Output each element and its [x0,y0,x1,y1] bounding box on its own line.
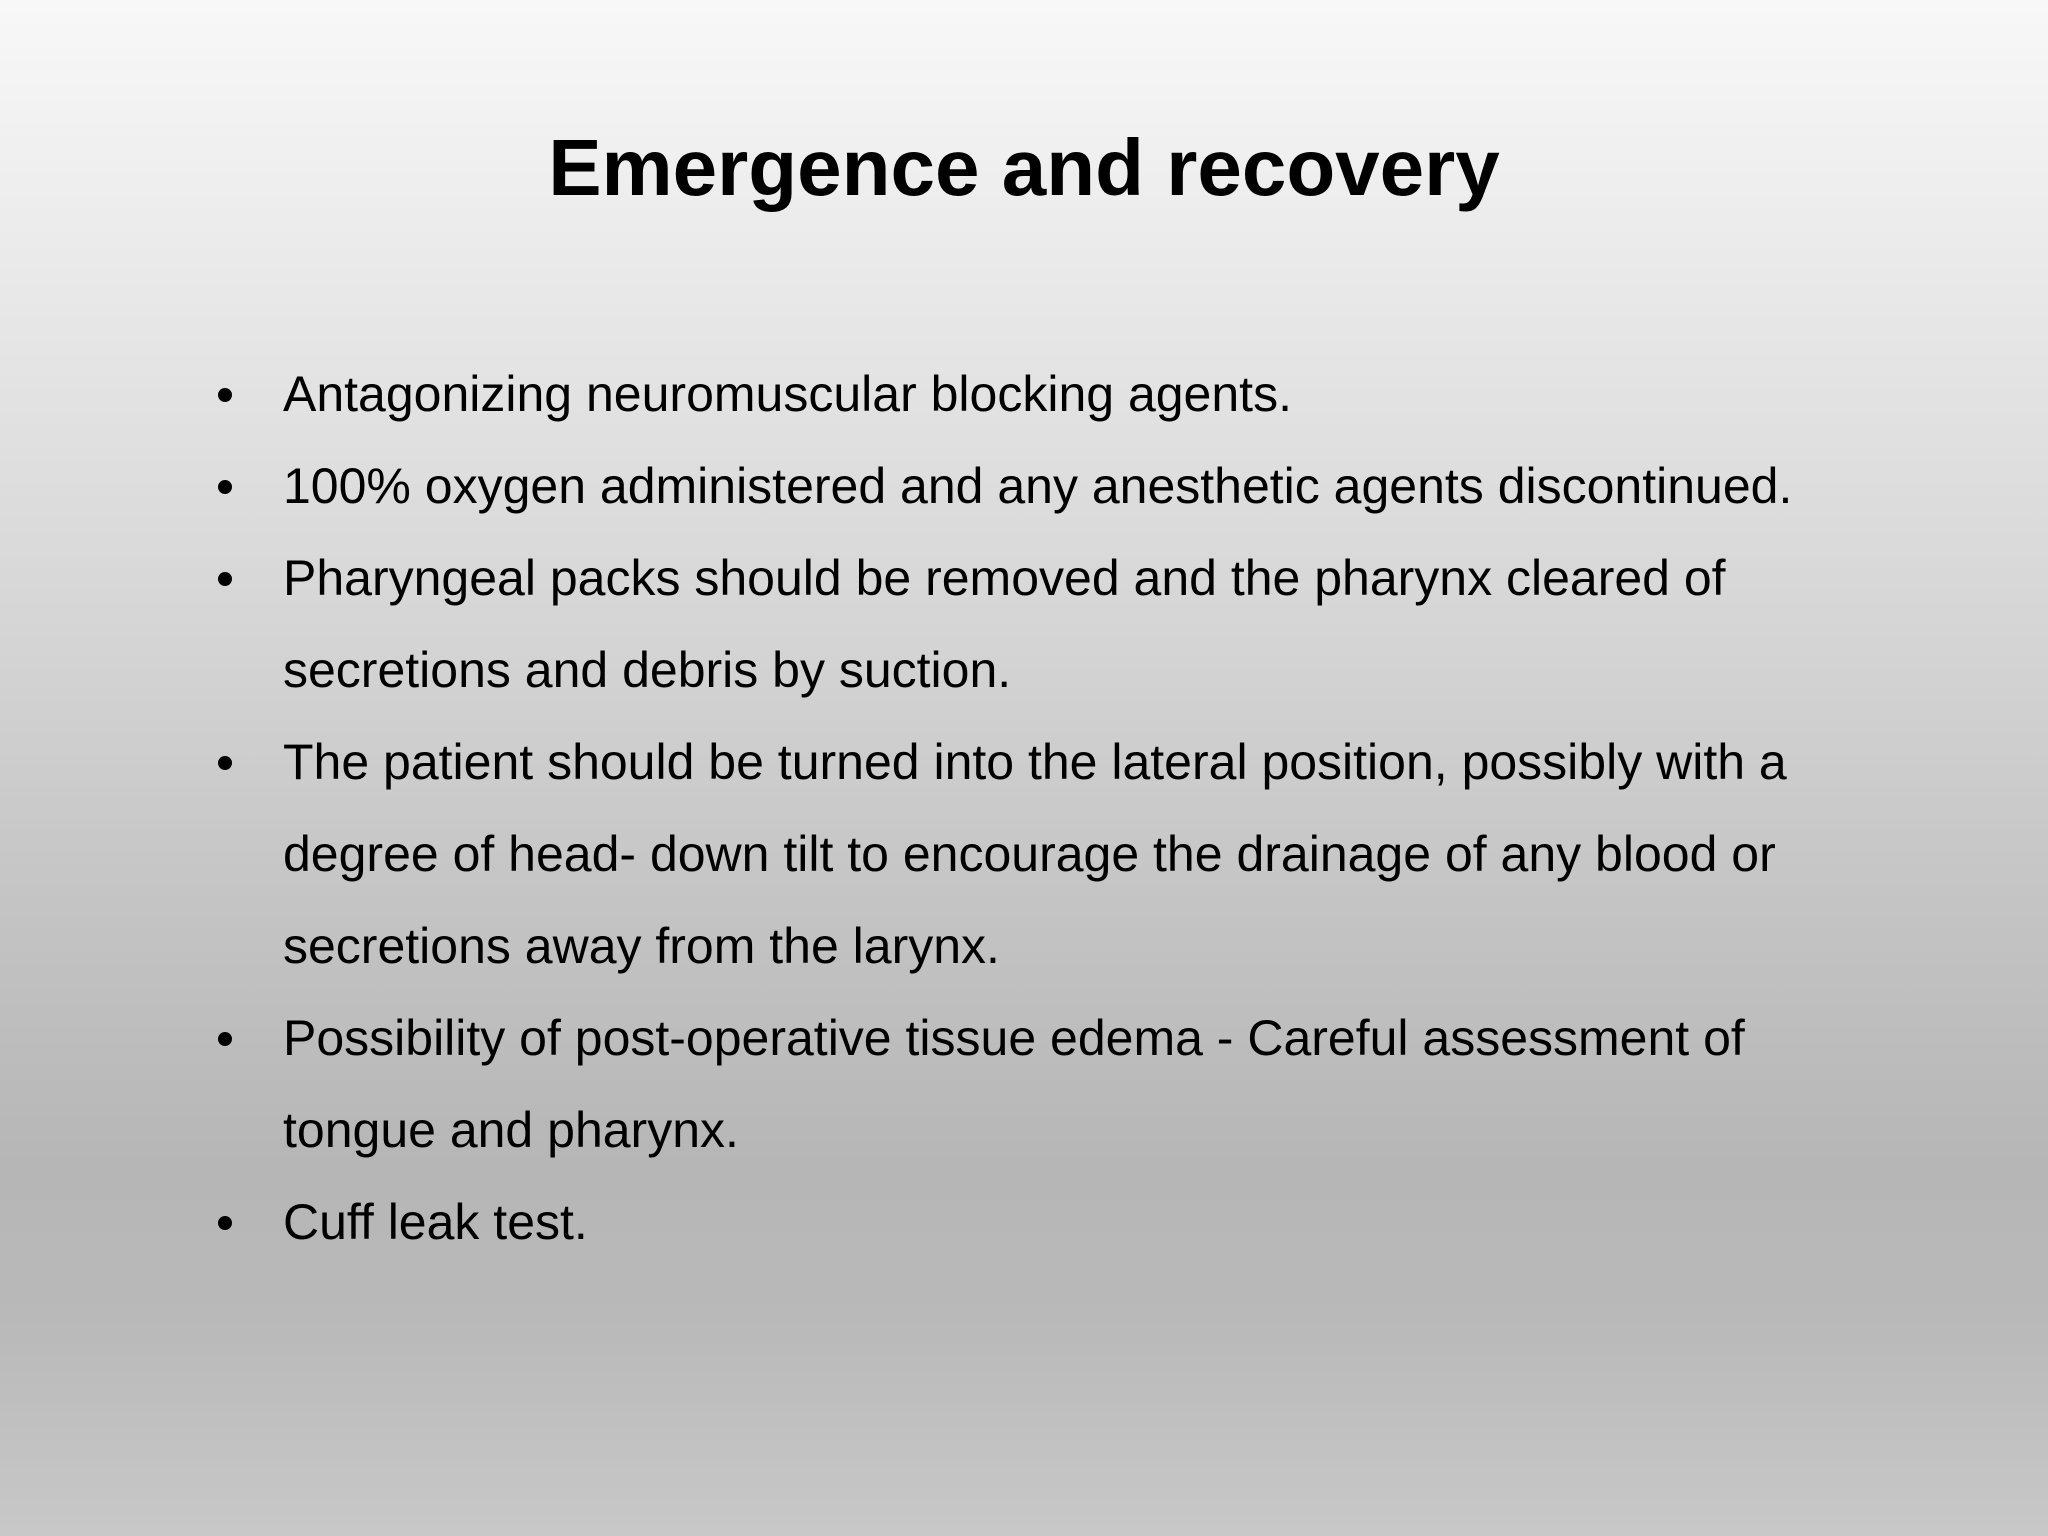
bullet-text: Pharyngeal packs should be removed and the pharynx cleared of secretions and debris by suction. [283,550,1726,698]
bullet-text: Cuff leak test. [283,1194,588,1250]
bullet-dot-icon [218,1032,232,1046]
bullet-list [208,348,1888,1268]
bullet-dot-icon [218,388,232,402]
slide-title: Emergence and recovery [548,123,1500,212]
bullet-dot-icon [218,1216,232,1230]
bullet-dot-icon [218,756,232,770]
bullet-dot-icon [218,572,232,586]
bullet-text: 100% oxygen administered and any anesthetic agents discontinued. [283,458,1793,514]
bullet-item [208,532,1888,716]
bullet-text: Possibility of post-operative tissue edema - Careful assessment of tongue and pharynx. [283,1010,1745,1158]
bullet-item [208,992,1888,1176]
bullet-item [208,716,1888,992]
bullet-item [208,1176,1888,1268]
bullet-text: The patient should be turned into the lateral position, possibly with a degree of head- down tilt to encourage the drainage of any blood or secretions away from the larynx. [283,734,1787,974]
bullet-item [208,440,1888,532]
bullet-text: Antagonizing neuromuscular blocking agents. [283,366,1292,422]
bullet-item [208,348,1888,440]
bullet-dot-icon [218,480,232,494]
